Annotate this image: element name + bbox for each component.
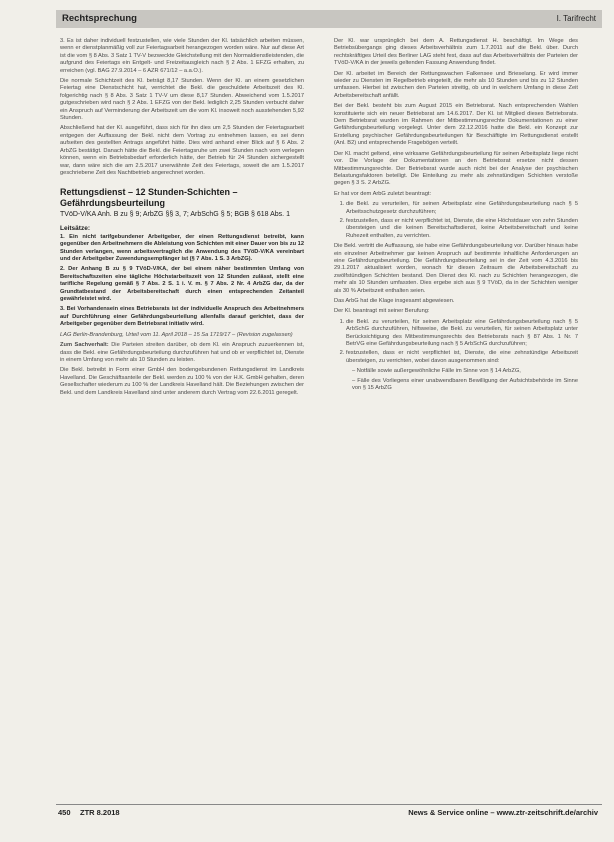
sachverhalt-label: Zum Sachverhalt: xyxy=(60,342,109,349)
page-footer xyxy=(56,804,602,819)
antrag-item: 1. die Bekl. zu verurteilen, für seinen Arbeitsplatz eine Gefährdungsbeurteilung nach § 5 Arbeitsschutzgesetz durchzuführen; xyxy=(346,201,578,216)
page-number: 450 xyxy=(58,808,71,817)
news-service-link[interactable]: News & Service online – www.ztr-zeitschrift.de/archiv xyxy=(408,808,598,817)
intro-paragraph: Die normale Schichtzeit des Kl. beträgt 8,17 Stunden. Wenn der Kl. an einem gesetzlichen Feiertag eine Dienstschicht hat, verrichtet die Bekl. die geschuldete Arbeitszeit des Kl. folgerichtig nach § 8 Abs. 3 Satz 1 TV-V um diese 8,17 Stunden. Abweichend vom 1.5.2017 gutgeschrieben wird nach § 2 Abs. 1 EFZG von der Bekl. lediglich 2,25 Stunden verbucht daher ein Anspruch auf Verminderung der Arbeitszeit um die vom Kl. insoweit noch ausstehenden 5,92 Stunden. xyxy=(60,78,304,122)
antrag-item: 1. die Bekl. zu verurteilen, für seinen Arbeitsplatz eine Gefährdungsbeurteilung nach § 5 ArbSchG durchzuführen, hilfsweise, die Bekl. zu verurteilen, für seinen Arbeitsplatz unter Berücksichtigung des Mitbestimmungsrechts des Betriebsrats nach § 87 Abs. 1 Nr. 7 BetrVG eine Gefährdungsbeurteilung nach § 5 ArbSchG durchzuführen; xyxy=(346,319,578,349)
court-citation: LAG Berlin-Brandenburg, Urteil vom 11. April 2018 – 15 Sa 1719/17 – (Revision zugelassen) xyxy=(60,331,293,338)
body-paragraph: Der Kl. macht geltend, eine wirksame Gefährdungsbeurteilung für seinen Arbeitsplatz liege nicht vor. Die Vorlage der Dokumentationen an den Betriebsrat ersetze nicht dessen Mitbestimmungsrechte. Der Betriebsrat wurde auch nicht bei der Analyse der psychischen Belastungsfaktoren beteiligt. Die Einteilung zu mehr als zehnstündigen Schichten verstoße gegen § 3 S. 2 ArbZG. xyxy=(334,150,578,187)
body-paragraph: Der Kl. arbeitet im Bereich der Rettungswachen Falkensee und Brieselang. Er wird immer wieder zu Diensten im Regelbetrieb eingeteilt, die mehr als 10 Stunden und bis zu 12 Stunden umfassen. Hierbei ist zwischen den Parteien streitig, ob und in welchem Umfang in diese Zeit Arbeitsbereitschaft anfällt. xyxy=(334,70,578,99)
body-paragraph: Das ArbG hat die Klage insgesamt abgewiesen. xyxy=(334,298,455,304)
body-paragraph: Die Bekl. vertritt die Auffassung, sie habe eine Gefährdungsbeurteilung vor. Darüber hinaus habe ein einzelner Arbeitnehmer gar keinen Anspruch auf bestimmte inhaltliche Anforderungen an eine Gefährdungsbeurteilung. Die Gefährdungsbeurteilung sei in der Zeit vom 4.3.2016 bis 29.1.2017 aktualisiert worden, wonach für diesen Zeitraum die Arbeitsbereitschaft zu zwölfstündigen Schichten bestand. Den Dienst des Kl. nach zu Schichten herangezogen, die mehr als 10 Stunden umfassten. Dies ergebe sich aus § 9 TVöD, da in der Schichten weniger als 30 % Arbeitszeit enthalten seien. xyxy=(334,243,578,294)
left-column xyxy=(60,38,304,798)
right-column xyxy=(334,38,578,798)
berufung-antraege-list xyxy=(334,319,578,365)
category-title: I. Tarifrecht xyxy=(556,14,596,23)
ausnahme-item: – Fälle des Vorliegens einer unabwendbaren Bewilligung der Aufsichtsbehörde im Sinne von § 15 ArbZG xyxy=(352,378,578,393)
leitsaetze-label: Leitsätze: xyxy=(60,224,90,232)
leitsatz: 3. Bei Vorhandensein eines Betriebsrats ist der individuelle Anspruch des Arbeitnehmers auf Durchführung einer Gefährdungsbeurteilung allenfalls darauf gerichtet, dass der Arbeitgeber gegenüber dem Betriebsrat initiativ wird. xyxy=(60,306,304,328)
body-paragraph: Der Kl. war ursprünglich bei dem A. Rettungsdienst H. beschäftigt. Im Wege des Betriebsübergangs ging dieses Arbeitsverhältnis zum 1.7.2011 auf die Bekl. über. Durch rechtskräftiges Urteil des Berliner LAG steht fest, dass auf das Arbeitsverhältnis der Parteien der TVöD-V/KA in der jeweils geltenden Fassung Anwendung findet. xyxy=(334,38,578,67)
intro-paragraph: Abschließend hat der Kl. ausgeführt, dass sich für ihn dies um 2,5 Stunden der Feiertagsarbeit entgegen der Auffassung der Bekl. nicht dem Vortrag zu entnehmen lassen, es sei denn aufseiten des gestellten Antrags angeführt hätte. Dies wird anhand einer Blick auf § 6 Abs. 2 ArbZG bestätigt. Danach hätte die Bekl. die Feiertagsruhe um zwei Stunden nach vorn verlegen können, wenn ein Betriebsbedarf erforderlich hätte, der Betrieb für 24 Stunden sichergestellt war, dann wäre sich die am 2.5.2017 unerwähnte Zeit des Feiertags, soweit die am 1.5.2017 geschriebene Zeit des Nachtbetrieb angerechnet worden. xyxy=(60,125,304,176)
body-paragraph: Er hat vor dem ArbG zuletzt beantragt: xyxy=(334,190,432,197)
section-title: Rechtsprechung xyxy=(62,13,137,24)
leitsatz: 1. Ein nicht tarifgebundener Arbeitgeber, der einen Rettungsdienst betreibt, kann gegenüber den Arbeitnehmern die Ableistung von Schichten mit einer Dauer von bis zu 12 Stunden verlangen, wenn arbeitsvertraglich die Anwendung des TVöD-V/KA vereinbart und der Arbeitgeber Zuwendungsempfänger ist (§ 7 Abs. 1 S. 3 ArbZG). xyxy=(60,233,304,263)
body-paragraph: Der Kl. beantragt mit seiner Berufung: xyxy=(334,308,430,315)
page-header xyxy=(56,10,602,28)
body-paragraph: Bei der Bekl. besteht bis zum August 2015 ein Betriebsrat. Nach entsprechenden Wahlen konstituierte sich ein neuer Betriebsrat am 14.6.2017. Der Kl. ist Mitglied dieses Betriebsrats. Dem Betriebsrat wurden im Rahmen der Mitbestimmungsrechte Dokumentationen zu einer Gefährdungsbeurteilung vorgelegt. Unter dem 22.12.2016 hatte die Bekl. ein Konzept zur Erstellung psychischer Gefährdungsbeurteilungen für Beschäftigte im Rettungsdienst erstellt (Anl. B2) und entsprechende Fragebögen verteilt. xyxy=(334,103,578,147)
antrag-item: 2. festzustellen, dass er nicht verpflichtet ist, Dienste, die eine zehnstündige Arbeitszeit übersteigen, zu verrichten, wobei davon ausgenommen sind: xyxy=(346,350,578,365)
case-references: TVöD-V/KA Anh. B zu § 9; ArbZG §§ 3, 7; ArbSchG § 5; BGB § 618 Abs. 1 xyxy=(60,211,290,219)
ausnahme-item: – Notfälle sowie außergewöhnliche Fälle im Sinne von § 14 ArbZG, xyxy=(352,368,578,375)
sachverhalt-paragraph: Die Bekl. betreibt in Form einer GmbH den bodengebundenen Rettungsdienst im Landkreis Havelland. Die Geschäftsanteile der Bekl. werden zu 100 % von der H.K. GmbH gehalten, deren Gesellschafter wiederum zu 100 % der Landkreis Havelland hält. Die Beziehungen zwischen der Bekl. und dem Landkreis Havelland sind unter anderem durch Vertrag vom 22.6.2011 geregelt. xyxy=(60,367,304,396)
sachverhalt-text: Die Parteien streiten darüber, ob dem Kl. ein Anspruch zuzuerkennen ist, dass die Bekl. eine Gefährdungsbeurteilung durchzuführen hat und ob er verpflichtet ist, Dienste in einem Umfang von mehr als 10 Stunden zu leisten. xyxy=(60,342,304,363)
sachverhalt-paragraph xyxy=(60,342,304,364)
antrag-item: 2. festzustellen, dass er nicht verpflichtet ist, Dienste, die eine Höchstdauer von zehn Stunden übersteigen und die keinen Bereitschaftsdienst, keine Arbeitsbereitschaft und keine Ruhezeit enthalten, zu verrichten. xyxy=(346,218,578,240)
ausnahmen-list xyxy=(352,368,578,392)
antraege-list xyxy=(334,201,578,240)
case-title: Rettungsdienst – 12 Stunden-Schichten – Gefährdungsbeurteilung xyxy=(60,187,238,208)
journal-issue: ZTR 8.2018 xyxy=(80,808,120,817)
intro-paragraph: 3. Es ist daher individuell festzustellen, wie viele Stunden der Kl. tatsächlich arbeiten müssen, wenn er dienstplanmäßig voll zur Feiertagsarbeit herangezogen worden wäre. Nur auf diese Art ist die vom § 8 Abs. 3 Satz 1 TV-V bezweckte Gleichstellung mit den Normaldienstleistenden, die aufgrund des Feiertags ein Entgelt- und Freizeitausgleich nach § 2 Abs. 1 EFZG erhalten, zu erreichen (vgl. BAG 27.9.2014 – 6 AZR 671/12 – a.a.O.). xyxy=(60,38,304,74)
leitsatz: 2. Der Anhang B zu § 9 TVöD-V/KA, der bei einem näher bestimmten Umfang von Bereitschaftszeiten eine tägliche Höchstarbeitszeit von 12 Stunden zulässt, stellt eine tarifliche Regelung gemäß § 7 Abs. 2 S. 1 i. V. m. § 7 Abs. 2 Nr. 4 ArbZG dar, da der Grundtatbestand der Arbeitsbereitschaft durch einen entsprechenden Zeitanteil gewährleistet wird. xyxy=(60,266,304,303)
